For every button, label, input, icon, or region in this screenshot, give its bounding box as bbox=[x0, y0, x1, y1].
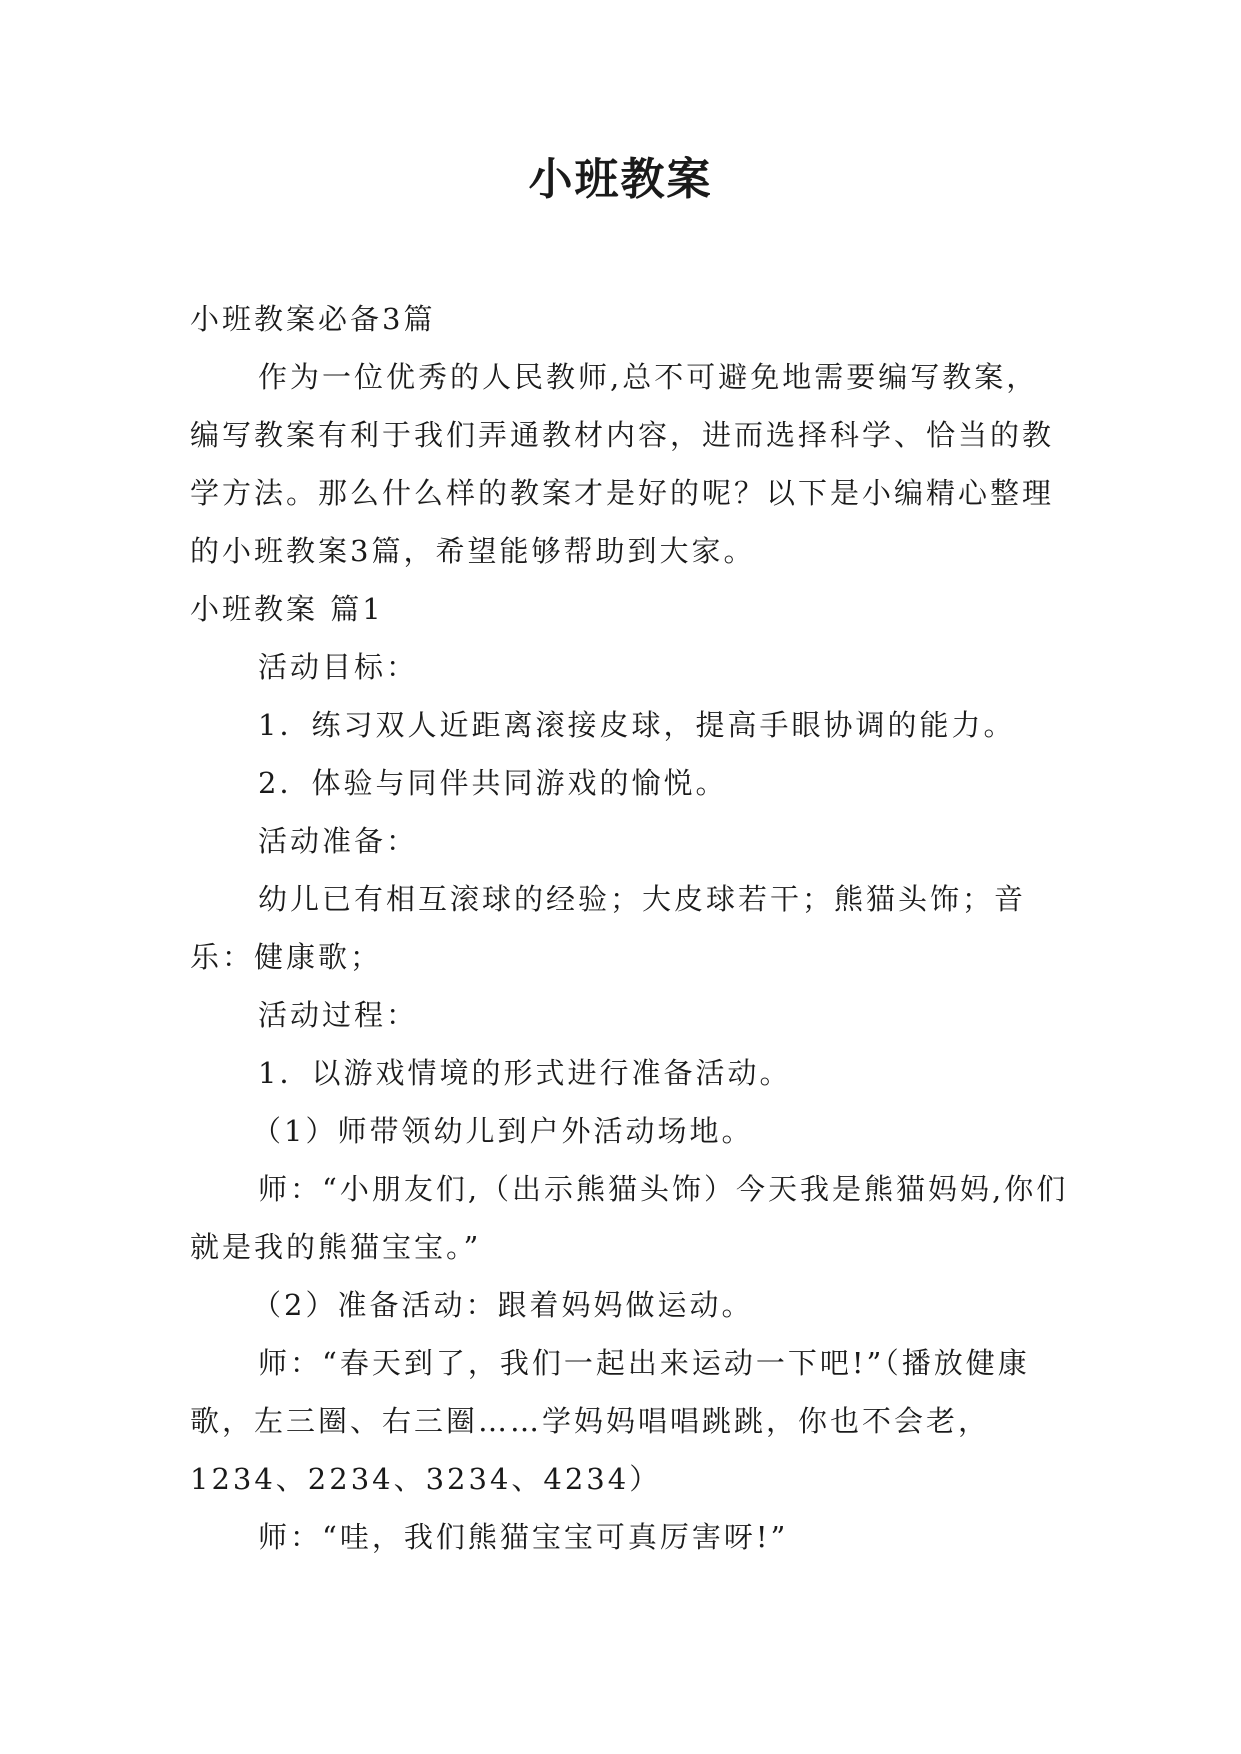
paragraph-goal-2: 2．体验与同伴共同游戏的愉悦。 bbox=[258, 766, 728, 800]
paragraph-goals-label: 活动目标： bbox=[258, 650, 419, 684]
paragraph-intro: 作为一位优秀的人民教师,总不可避免地需要编写教案，编写教案有利于我们弄通教材内容，进而选择科学、恰当的教学方法。那么什么样的教案才是好的呢？以下是小编精心整理的小班教案3篇，希望能够帮助到大家。 bbox=[190, 360, 1055, 568]
section-heading-1: 小班教案 篇1 bbox=[190, 592, 384, 626]
paragraph-prep-label: 活动准备： bbox=[258, 824, 419, 858]
paragraph-process-1-2: （2）准备活动：跟着妈妈做运动。 bbox=[252, 1288, 754, 1322]
paragraph-teacher-1: 师：“小朋友们,（出示熊猫头饰）今天我是熊猫妈妈,你们就是我的熊猫宝宝。” bbox=[190, 1172, 1069, 1264]
document-body bbox=[190, 290, 1070, 1566]
paragraph-process-1: 1．以游戏情境的形式进行准备活动。 bbox=[258, 1056, 792, 1090]
paragraph-heading: 小班教案必备3篇 bbox=[190, 302, 436, 336]
paragraph-teacher-3: 师：“哇，我们熊猫宝宝可真厉害呀!” bbox=[258, 1520, 789, 1554]
document-title: 小班教案 bbox=[528, 154, 713, 205]
paragraph-teacher-2: 师：“春天到了，我们一起出来运动一下吧!”（播放健康歌，左三圈、右三圈……学妈妈唱唱跳跳，你也不会老，1234、2234、3234、4234） bbox=[190, 1346, 1030, 1496]
paragraph-prep: 幼儿已有相互滚球的经验；大皮球若干；熊猫头饰；音乐：健康歌； bbox=[190, 882, 1027, 974]
paragraph-goal-1: 1．练习双人近距离滚接皮球，提高手眼协调的能力。 bbox=[258, 708, 1016, 742]
paragraph-process-1-1: （1）师带领幼儿到户外活动场地。 bbox=[252, 1114, 754, 1148]
paragraph-process-label: 活动过程： bbox=[258, 998, 419, 1032]
